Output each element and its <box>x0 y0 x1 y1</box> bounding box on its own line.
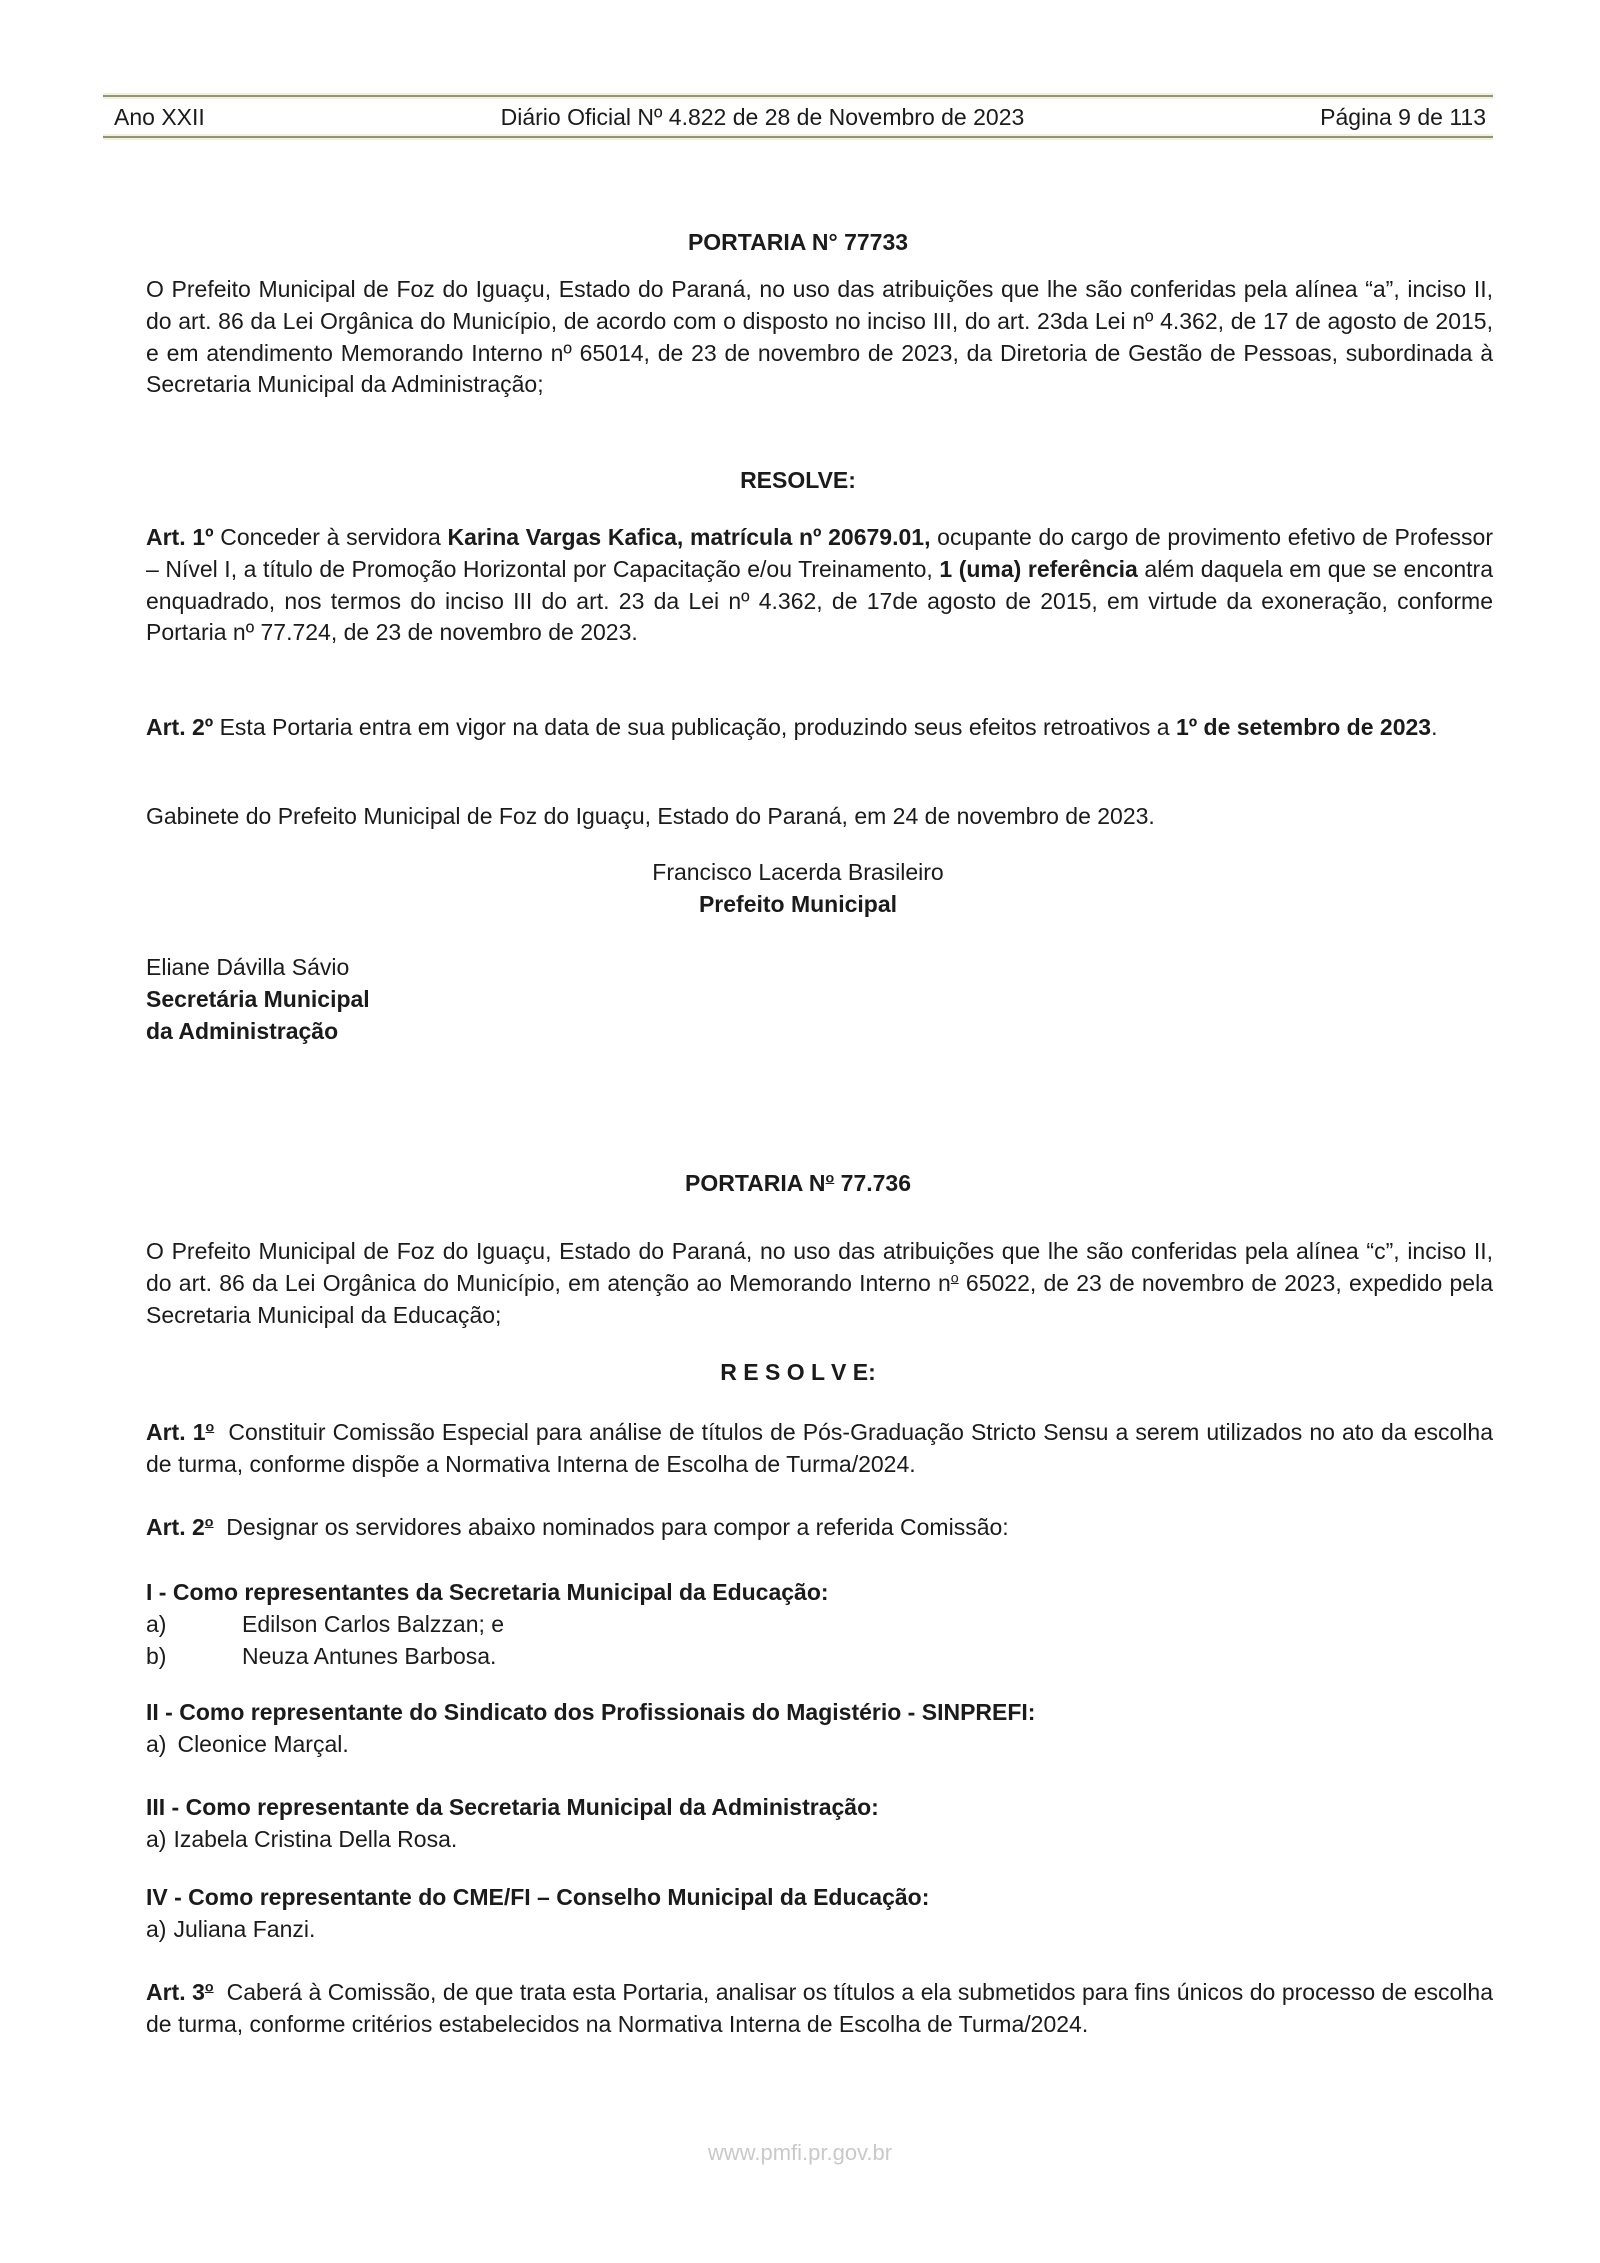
portaria1-resolve-heading: RESOLVE: <box>740 467 856 493</box>
list-item <box>146 1824 1493 1856</box>
committee-group-2 <box>146 1697 1493 1761</box>
portaria2-title: PORTARIA $N^o$ 77.736 <box>684 1170 912 1196</box>
committee-group-1-heading: I - Como representantes da Secretaria Municipal da Educação: <box>146 1579 829 1605</box>
signature-mayor-name: Francisco Lacerda Brasileiro <box>652 859 944 885</box>
list-item <box>146 1729 1493 1761</box>
header-page-number: Página 9 de 113 <box>1320 104 1486 130</box>
portaria2-intro: O Prefeito Municipal de Foz do Iguaçu, Estado do Paraná, no uso das atribuições que lhe são conferidas pela alínea “c”, inciso II, do art. 86 da Lei Orgânica do Município, em atenção ao Memorando Interno $n^o$ 65022, de 23 de novembro de 2023, expedido pela Secretaria Municipal da Educação; <box>146 1238 1494 1328</box>
committee-group-2-heading: II - Como representante do Sindicato dos Profissionais do Magistério - SINPREFI: <box>146 1699 1036 1725</box>
committee-group-4-heading: IV - Como representante do CME/FI – Conselho Municipal da Educação: <box>146 1884 930 1910</box>
signature-secretary-role-line1: Secretária Municipal <box>146 985 370 1012</box>
header-edition-title: Diário Oficial Nº 4.822 de 28 de Novembro de 2023 <box>500 104 1025 130</box>
list-item-label: a) <box>146 1825 167 1852</box>
committee-group-3 <box>146 1792 1493 1856</box>
list-item-text: Edilson Carlos Balzzan; e <box>242 1610 505 1637</box>
list-item-label: a) <box>146 1915 167 1942</box>
list-item-text: Juliana Fanzi. <box>173 1915 316 1942</box>
list-item-label: a) <box>146 1730 167 1757</box>
list-item <box>146 1641 1493 1673</box>
signature-secretary-role-line2: da Administração <box>146 1017 339 1044</box>
page-header <box>114 103 1486 131</box>
list-item-text: Neuza Antunes Barbosa. <box>242 1642 497 1669</box>
list-item-text: Izabela Cristina Della Rosa. <box>173 1825 458 1852</box>
list-item-text: Cleonice Marçal. <box>177 1730 349 1757</box>
footer-url: www.pmfi.pr.gov.br <box>707 2140 893 2165</box>
list-item-label: a) <box>146 1610 167 1637</box>
portaria1-gabinete-line: Gabinete do Prefeito Municipal de Foz do Iguaçu, Estado do Paraná, em 24 de novembro de 2023. <box>146 803 1155 829</box>
signature-mayor <box>103 857 1493 921</box>
portaria1-art2: Art. 2º Esta Portaria entra em vigor na data de sua publicação, produzindo seus efeitos retroativos a 1º de setembro de 2023. <box>146 714 1438 740</box>
portaria2-art1: Art. 1$^o$ Constituir Comissão Especial para análise de títulos de Pós-Graduação Stricto Sensu a serem utilizados no ato da escolha de turma, conforme dispõe a Normativa Interna de Escolha de Turma/2024. <box>146 1419 1493 1477</box>
portaria1-title: PORTARIA N° 77733 <box>687 229 909 255</box>
header-year: Ano XXII <box>114 104 205 130</box>
header-rule-bottom <box>103 136 1493 138</box>
portaria1-art1: Art. 1º Conceder à servidora Karina Vargas Kafica, matrícula nº 20679.01, ocupante do cargo de provimento efetivo de Professor – Nível I, a título de Promoção Horizontal por Capacitação e/ou Treinamento, 1 (uma) referência além daquela em que se encontra enquadrado, nos termos do inciso III do art. 23 da Lei nº 4.362, de 17de agosto de 2015, em virtude da exoneração, conforme Portaria nº 77.724, de 23 de novembro de 2023. <box>146 524 1494 646</box>
signature-mayor-role: Prefeito Municipal <box>698 890 898 917</box>
list-item <box>146 1609 1493 1641</box>
portaria2-resolve-heading: R E S O L V E: <box>720 1359 876 1385</box>
portaria1-intro: O Prefeito Municipal de Foz do Iguaçu, Estado do Paraná, no uso das atribuições que lhe são conferidas pela alínea “a”, inciso II, do art. 86 da Lei Orgânica do Município, de acordo com o disposto no inciso III, do art. 23da Lei nº 4.362, de 17 de agosto de 2015, e em atendimento Memorando Interno nº 65014, de 23 de novembro de 2023, da Diretoria de Gestão de Pessoas, subordinada à Secretaria Municipal da Administração; <box>146 276 1493 398</box>
committee-group-3-heading: III - Como representante da Secretaria Municipal da Administração: <box>146 1794 879 1820</box>
portaria2-art2: Art. 2$^o$ Designar os servidores abaixo nominados para compor a referida Comissão: <box>146 1514 1009 1540</box>
list-item <box>146 1914 1493 1946</box>
portaria2-art3: Art. 3$^o$ Caberá à Comissão, de que trata esta Portaria, analisar os títulos a ela submetidos para fins únicos do processo de escolha de turma, conforme critérios estabelecidos na Normativa Interna de Escolha de Turma/2024. <box>146 1979 1493 2037</box>
signature-secretary <box>146 952 1493 1047</box>
list-item-label: b) <box>146 1642 167 1669</box>
committee-group-4 <box>146 1882 1493 1946</box>
committee-group-1 <box>146 1577 1493 1672</box>
signature-secretary-name: Eliane Dávilla Sávio <box>146 954 350 980</box>
header-rule-top <box>103 95 1493 97</box>
